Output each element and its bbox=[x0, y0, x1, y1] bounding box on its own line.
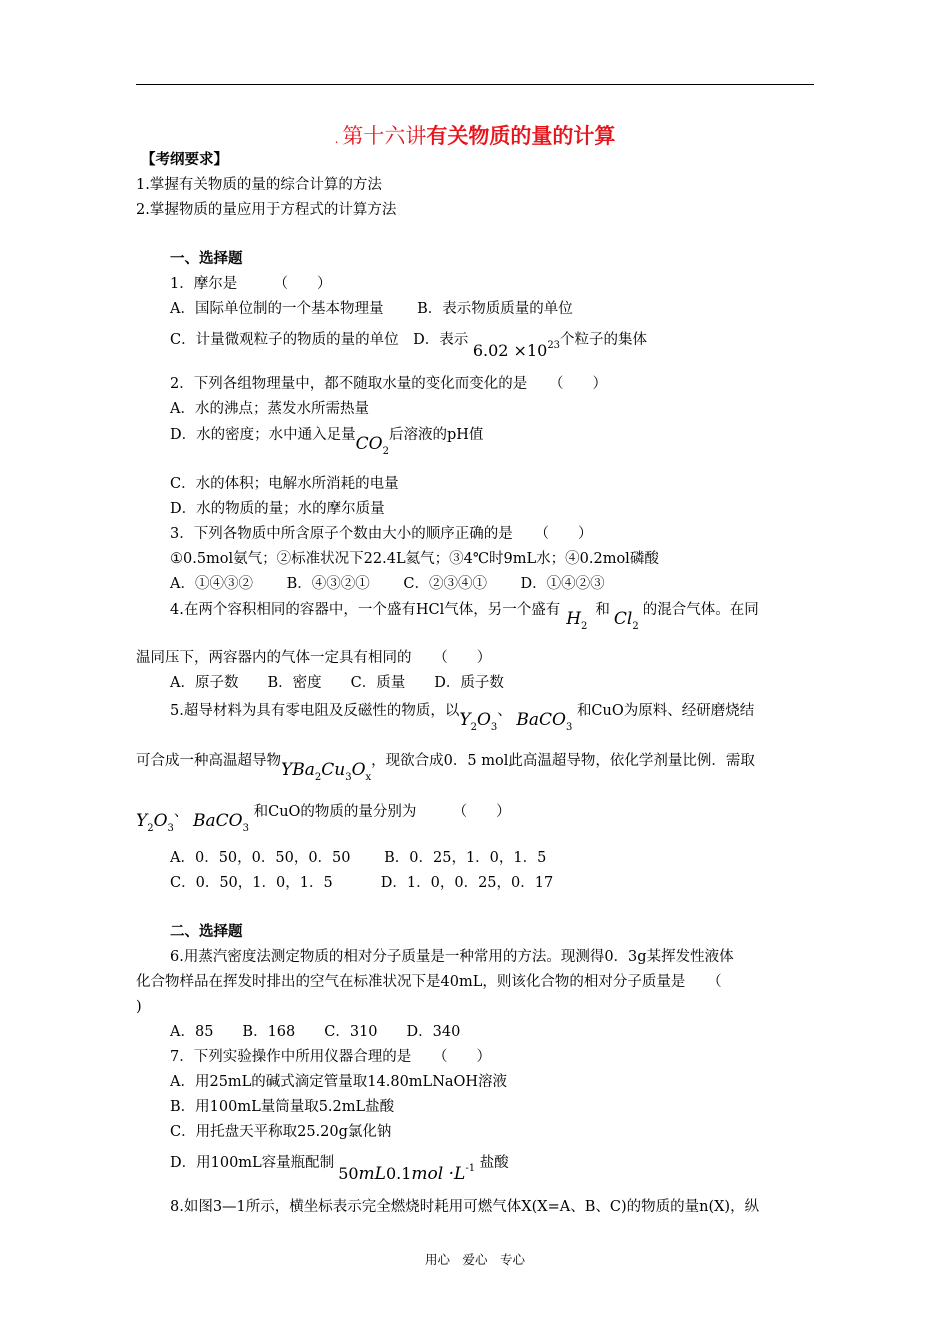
q2-option-a: A．水的沸点；蒸发水所需热量 bbox=[170, 401, 369, 417]
q5-line3: $Y_2O_3$、 BaCO$_3$ 和CuO的物质的量分别为 （ ） bbox=[136, 804, 511, 834]
baco3-formula-2: BaCO$_3$ bbox=[193, 811, 249, 834]
q7-option-a: A．用25mL的碱式滴定管量取14.80mLNaOH溶液 bbox=[170, 1074, 508, 1090]
co2-formula: $CO_2$ bbox=[355, 434, 389, 457]
y2o3-formula: $Y_2O_3$ bbox=[459, 710, 498, 733]
q6-line2: 化合物样品在挥发时排出的空气在标准状况下是40mL，则该化合物的相对分子质量是 （ bbox=[136, 974, 722, 990]
h2-formula: $H_2$ bbox=[566, 609, 588, 632]
section1-heading: 一、选择题 bbox=[170, 251, 243, 267]
outline-item-1: 1.掌握有关物质的量的综合计算的方法 bbox=[136, 177, 382, 193]
avogadro-number: $6.02 \times 10^{23}$ bbox=[472, 340, 561, 360]
baco3-formula: BaCO$_3$ bbox=[516, 710, 573, 733]
q1-stem: 1．摩尔是 （ ） bbox=[170, 276, 332, 292]
q7-option-b: B．用100mL量筒量取5.2mL盐酸 bbox=[170, 1099, 395, 1115]
title-part2: 有关物质的量的计算 bbox=[426, 124, 616, 148]
page-footer: 用心 爱心 专心 bbox=[424, 1252, 525, 1267]
q7-stem: 7．下列实验操作中所用仪器合理的是 （ ） bbox=[170, 1049, 491, 1065]
q5-options-cd: C．0．50，1．0，1．5 D．1．0，0．25，0．17 bbox=[170, 875, 554, 891]
q4-stem: 4.在两个容积相同的容器中，一个盛有HCl气体，另一个盛有 $H_2$和 $Cl_2$的混合气体。在同 bbox=[170, 602, 759, 632]
q4-line2: 温同压下，两容器内的气体一定具有相同的 （ ） bbox=[136, 650, 492, 666]
cl2-formula: $Cl_2$ bbox=[613, 609, 639, 632]
q7-option-c: C．用托盘天平称取25.20g氯化钠 bbox=[170, 1124, 392, 1140]
q6-line1: 6.用蒸汽密度法测定物质的相对分子质量是一种常用的方法。现测得0．3g某挥发性液体 bbox=[170, 949, 734, 965]
q6-line3: ) bbox=[136, 999, 142, 1015]
q5-options-ab: A．0．50，0．50，0．50 B．0．25，1．0，1．5 bbox=[170, 850, 547, 866]
title-part1: 第十六讲 bbox=[342, 124, 427, 148]
q3-options: A．①④③② B．④③②① C．②③④① D．①④②③ bbox=[170, 576, 605, 592]
q1-options-cd: C．计量微观粒子的物质的量的单位 D．表示 $6.02 \times 10^{23}$个粒子的集体 bbox=[170, 332, 648, 360]
y2o3-formula-2: $Y_2O_3$ bbox=[136, 811, 174, 834]
q3-stem: 3．下列各物质中所含原子个数由大小的顺序正确的是 （ ） bbox=[170, 526, 593, 542]
q5-line1: 5.超导材料为具有零电阻及反磁性的物质，以$Y_2O_3$、 BaCO$_3$ 和CuO为原料、经研磨烧结 bbox=[170, 703, 755, 733]
outline-item-2: 2.掌握物质的量应用于方程式的计算方法 bbox=[136, 202, 397, 218]
q2-option-d2: D．水的物质的量；水的摩尔质量 bbox=[170, 501, 385, 517]
q7-option-d: D．用100mL容量瓶配制$50mL0.1mol \cdot L^{-1}$ 盐酸 bbox=[170, 1155, 509, 1184]
q2-option-c: C．水的体积；电解水所消耗的电量 bbox=[170, 476, 399, 492]
superconductor-formula: $YBa_2Cu_3O_x$ bbox=[281, 760, 372, 783]
section2-heading: 二、选择题 bbox=[170, 924, 243, 940]
q4-options: A．原子数 B．密度 C．质量 D．质子数 bbox=[170, 675, 504, 691]
solution-expression: $50mL0.1mol \cdot L^{-1}$ bbox=[338, 1163, 476, 1184]
page-title: . 第十六讲有关物质的量的计算 bbox=[334, 124, 616, 148]
header-rule bbox=[136, 84, 814, 85]
q2-stem: 2．下列各组物理量中，都不随取水量的变化而变化的是 （ ） bbox=[170, 376, 607, 392]
q6-options: A．85 B．168 C．310 D．340 bbox=[170, 1024, 461, 1040]
q8-line1: 8.如图3—1所示，横坐标表示完全燃烧时耗用可燃气体X(X=A、B、C)的物质的量n(X)，纵 bbox=[170, 1199, 760, 1215]
q3-items: ①0.5mol氨气；②标准状况下22.4L氦气；③4℃时9mL水；④0.2mol磷酸 bbox=[170, 551, 659, 567]
q5-line2: 可合成一种高温超导物$YBa_2Cu_3O_x$，现欲合成0．5 mol此高温超导物，依化学剂量比例．需取 bbox=[136, 753, 755, 783]
q2-option-d1: D．水的密度；水中通入足量$CO_2$后溶液的pH值 bbox=[170, 427, 484, 457]
outline-heading: 【考纲要求】 bbox=[141, 152, 228, 168]
q1-options-ab: A．国际单位制的一个基本物理量 B．表示物质质量的单位 bbox=[170, 301, 573, 317]
